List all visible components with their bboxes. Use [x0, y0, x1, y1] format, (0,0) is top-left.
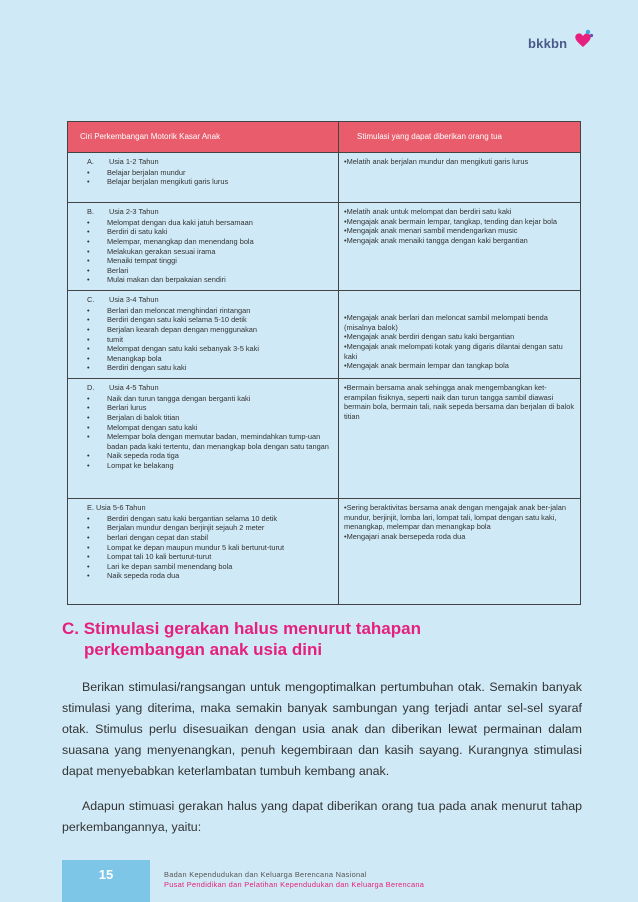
- list-item-text: Melompat dengan satu kaki sebanyak 3-5 kaki: [107, 344, 260, 354]
- list-item-text: Berdiri di satu kaki: [107, 227, 168, 237]
- list-item: [73, 533, 333, 543]
- age-heading: [73, 207, 333, 217]
- list-item-text: Naik dan turun tangga dengan berganti kaki: [107, 393, 251, 403]
- list-item: [73, 423, 333, 433]
- age-range: Usia 2-3 Tahun: [109, 207, 159, 216]
- list-item: [73, 275, 333, 285]
- list-item: [73, 177, 333, 187]
- list-item-text: Berjalan di balok titian: [107, 412, 180, 422]
- bullet-icon: •: [87, 275, 90, 285]
- section-title-line2: perkembangan anak usia dini: [84, 640, 323, 659]
- age-range: Usia 3-4 Tahun: [109, 295, 159, 304]
- age-heading: [73, 503, 333, 513]
- col-header-characteristics: Ciri Perkembangan Motorik Kasar Anak: [68, 122, 339, 153]
- list-item-text: Berdiri dengan satu kaki bergantian selama 10 detik: [107, 513, 278, 523]
- bullet-icon: •: [87, 334, 90, 344]
- list-item: [73, 344, 333, 354]
- list-item-text: Berjalan mundur dengan berjinjit sejauh 2 meter: [107, 523, 265, 533]
- bullet-icon: •: [87, 532, 90, 542]
- list-item-text: Berdiri dengan satu kaki: [107, 363, 187, 373]
- list-item-text: Naik sepeda roda tiga: [107, 451, 179, 461]
- bullet-icon: •: [87, 167, 90, 177]
- list-item-text: Lompat tali 10 kali berturut-turut: [107, 552, 212, 562]
- list-item: [73, 543, 333, 553]
- list-item-text: Berlari: [107, 265, 129, 275]
- stimulation-text: •Mengajak anak berlari dan meloncat sambil melompati benda (misalnya balok): [344, 313, 548, 332]
- bullet-icon: •: [87, 571, 90, 581]
- list-item-text: Berlari dan meloncat menghindari rintangan: [107, 305, 251, 315]
- list-item-text: Menangkap bola: [107, 353, 162, 363]
- bullet-icon: •: [87, 177, 90, 187]
- list-item: [73, 266, 333, 276]
- list-item: [73, 354, 333, 364]
- list-item-text: Berdiri dengan satu kaki selama 5-10 detik: [107, 315, 247, 325]
- stimulation-text: •Mengajak anak bermain lempar dan tangkap bola: [344, 361, 509, 371]
- bullet-icon: •: [87, 363, 90, 373]
- age-range: Usia 4-5 Tahun: [109, 383, 159, 392]
- bullet-icon: •: [87, 227, 90, 237]
- characteristics-cell: [68, 291, 339, 379]
- bullet-icon: •: [87, 217, 90, 227]
- characteristics-cell: [68, 379, 339, 499]
- bullet-icon: •: [87, 422, 90, 432]
- list-item-text: Lari ke depan sambil menendang bola: [107, 561, 233, 571]
- stimulation-cell: [339, 153, 581, 203]
- list-item-text: Menaiki tempat tinggi: [107, 256, 177, 266]
- list-item: [73, 571, 333, 581]
- bullet-icon: •: [87, 236, 90, 246]
- bullet-icon: •: [87, 552, 90, 562]
- bullet-icon: •: [87, 393, 90, 403]
- stimulation-cell: [339, 291, 581, 379]
- list-item: [73, 514, 333, 524]
- list-item-text: Lompat ke depan maupun mundur 5 kali berturut-turut: [107, 542, 285, 552]
- list-item-text: Melempar, menangkap dan menendang bola: [107, 236, 254, 246]
- list-item: [73, 335, 333, 345]
- bullet-icon: •: [87, 305, 90, 315]
- paragraph-1: Berikan stimulasi/rangsangan untuk mengoptimalkan pertumbuhan otak. Semakin banyak stimulasi yang diterima, maka semakin banyak sambungan yang terjadi antar sel-sel syaraf otak. Stimulus perlu disesuaikan dengan usia anak dan diberikan lewat permainan dalam suasana yang menyenangkan, penuh kegembiraan dan kasih sayang. Kurangnya stimulasi dapat menyebabkan keterlambatan tumbuh kembang anak.: [62, 680, 582, 778]
- stimulation-text: •Mengajak anak melompati kotak yang digaris dilantai dengan satu kaki: [344, 341, 563, 361]
- footer-center: Pusat Pendidikan dan Pelatihan Kependudukan dan Keluarga Berencana: [164, 880, 425, 889]
- bullet-icon: •: [87, 315, 90, 325]
- stimulation-text: •Sering beraktivitas bersama anak dengan mengajak anak ber-jalan mundur, berjinjit, lomba lari, lompat tali, lompat dengan satu kaki, menangkap, melempar dan menangkap bola: [344, 503, 566, 532]
- list-item: [73, 218, 333, 228]
- table-row: [68, 203, 581, 291]
- list-item-text: Melompat dengan dua kaki jatuh bersamaan: [107, 217, 253, 227]
- age-letter: B.: [87, 207, 94, 216]
- table-row: [68, 499, 581, 605]
- list-item: [73, 432, 333, 451]
- list-item-text: Berlari lurus: [107, 403, 147, 413]
- age-heading: [73, 295, 333, 305]
- list-item-text: tumit: [107, 334, 124, 344]
- bullet-icon: •: [87, 461, 90, 470]
- stimulation-text: •Mengajari anak bersepeda roda dua: [344, 531, 466, 541]
- stimulation-text: •Mengajak anak bermain lempar, tangkap, tending dan kejar bola: [344, 216, 557, 226]
- characteristics-cell: [68, 203, 339, 291]
- list-item: [73, 562, 333, 572]
- list-item: [73, 363, 333, 373]
- stimulation-text: •Bermain bersama anak sehingga anak mengembangkan ket-erampilan fisiknya, seperti naik dan turun tangga sambil diawasi bermain bola, bermain tali, naik sepeda bersama dan berjalan di balok titian: [344, 383, 575, 421]
- characteristics-cell: [68, 499, 339, 605]
- stimulation-text: •Melatih anak untuk melompat dan berdiri satu kaki: [344, 207, 512, 216]
- bullet-icon: •: [87, 412, 90, 422]
- bullet-icon: •: [87, 265, 90, 275]
- list-item-text: Melompat dengan satu kaki: [107, 422, 198, 432]
- bullet-icon: •: [87, 523, 90, 533]
- bullet-icon: •: [87, 353, 90, 363]
- list-item: [73, 325, 333, 335]
- age-range: Usia 1-2 Tahun: [109, 157, 159, 166]
- bullet-icon: •: [87, 451, 90, 461]
- age-letter: C.: [87, 295, 95, 304]
- list-item: [73, 523, 333, 533]
- paragraph-2: Adapun stimuasi gerakan halus yang dapat diberikan orang tua pada anak menurut tahap perkembangannya, yaitu:: [62, 799, 582, 834]
- stimulation-cell: [339, 379, 581, 499]
- page-number: 15: [62, 860, 150, 902]
- age-letter: D.: [87, 383, 95, 392]
- list-item: [73, 552, 333, 562]
- section-title-line1: C. Stimulasi gerakan halus menurut tahapan: [62, 619, 421, 638]
- age-heading: [73, 157, 333, 167]
- list-item-text: Lompat ke belakang: [107, 461, 174, 470]
- list-item: [73, 168, 333, 178]
- list-item-text: Naik sepeda roda dua: [107, 571, 180, 581]
- bullet-icon: •: [87, 344, 90, 354]
- footer-institution: Badan Kependudukan dan Keluarga Berencana Nasional: [164, 870, 367, 879]
- bullet-icon: •: [87, 324, 90, 334]
- stimulation-text: •Mengajak anak menari sambil mendengarkan music: [344, 226, 518, 236]
- stimulation-text: •Mengajak anak menaiki tangga dengan kaki bergantian: [344, 235, 528, 245]
- list-item-text: Berjalan kearah depan dengan menggunakan: [107, 324, 257, 334]
- section-title: [62, 618, 421, 660]
- list-item: [73, 461, 333, 471]
- characteristics-cell: [68, 153, 339, 203]
- bullet-icon: •: [87, 432, 90, 442]
- bullet-icon: •: [87, 542, 90, 552]
- list-item: [73, 315, 333, 325]
- list-item-text: Belajar berjalan mengikuti garis lurus: [107, 177, 229, 187]
- list-item: [73, 394, 333, 404]
- development-table: [67, 121, 581, 605]
- list-item: [73, 227, 333, 237]
- stimulation-cell: [339, 203, 581, 291]
- list-item-text: berlari dengan cepat dan stabil: [107, 532, 209, 542]
- stimulation-text: •Melatih anak berjalan mundur dan mengikuti garis lurus: [344, 157, 529, 166]
- table-row: [68, 291, 581, 379]
- bullet-icon: •: [87, 513, 90, 523]
- list-item: [73, 413, 333, 423]
- table-row: [68, 379, 581, 499]
- list-item: [73, 451, 333, 461]
- list-item: [73, 256, 333, 266]
- list-item-text: Belajar berjalan mundur: [107, 167, 186, 177]
- list-item-text: Melempar bola dengan memutar badan, memindahkan tump-uan badan pada kaki tertentu, dan menangkap bola dengan satu tangan: [107, 432, 329, 451]
- age-heading: [73, 383, 333, 393]
- list-item: [73, 306, 333, 316]
- bullet-icon: •: [87, 561, 90, 571]
- table-header-row: [68, 122, 581, 153]
- list-item: [73, 237, 333, 247]
- list-item-text: Melakukan gerakan sesuai irama: [107, 246, 216, 256]
- bkkbn-logo: [528, 28, 608, 58]
- table-row: [68, 153, 581, 203]
- list-item-text: Mulai makan dan berpakaian sendiri: [107, 275, 226, 285]
- bullet-icon: •: [87, 403, 90, 413]
- heart-logo-icon: [572, 28, 594, 50]
- age-letter: E.: [87, 503, 94, 512]
- age-letter: A.: [87, 157, 94, 166]
- stimulation-cell: [339, 499, 581, 605]
- stimulation-text: •Mengajak anak berdiri dengan satu kaki bergantian: [344, 332, 515, 342]
- list-item: [73, 403, 333, 413]
- logo-text: bkkbn: [528, 36, 568, 51]
- age-range: Usia 5-6 Tahun: [95, 503, 146, 512]
- bullet-icon: •: [87, 256, 90, 266]
- list-item: [73, 247, 333, 257]
- col-header-stimulation: Stimulasi yang dapat diberikan orang tua: [339, 122, 581, 153]
- bullet-icon: •: [87, 246, 90, 256]
